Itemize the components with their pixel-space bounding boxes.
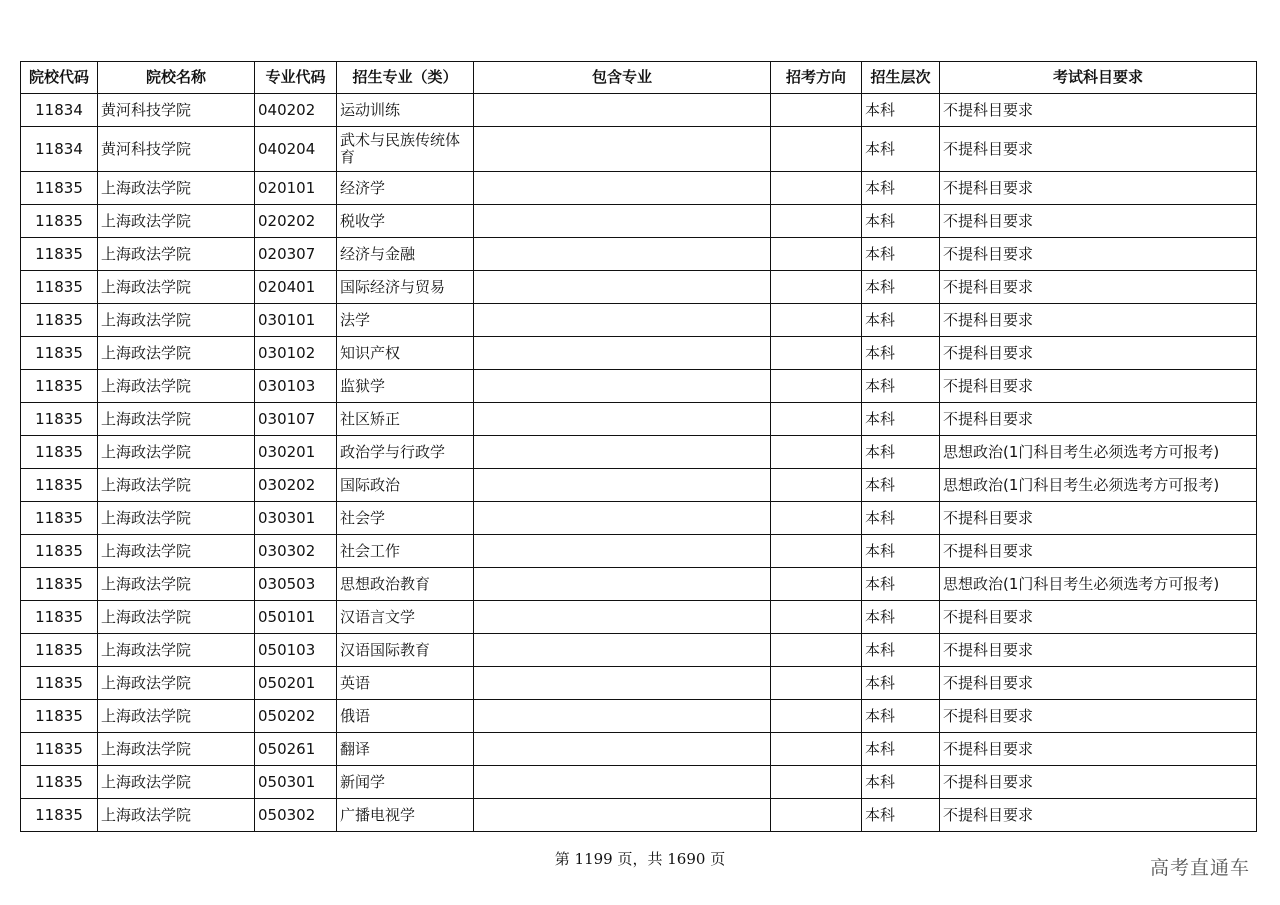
cell-direction [771, 238, 862, 271]
table-row [21, 502, 1257, 535]
cell-major: 法学 [337, 304, 474, 337]
cell-major-code: 020202 [255, 205, 337, 238]
cell-major-code: 030503 [255, 568, 337, 601]
header-level: 招生层次 [862, 62, 940, 94]
cell-subject-requirement: 不提科目要求 [940, 733, 1257, 766]
cell-direction [771, 568, 862, 601]
cell-school-code: 11835 [21, 568, 98, 601]
cell-major-code: 030103 [255, 370, 337, 403]
cell-major-code: 020401 [255, 271, 337, 304]
cell-major: 社会工作 [337, 535, 474, 568]
cell-included-majors [474, 601, 771, 634]
cell-subject-requirement: 不提科目要求 [940, 172, 1257, 205]
cell-school-name: 上海政法学院 [98, 370, 255, 403]
table-row [21, 127, 1257, 172]
cell-major: 运动训练 [337, 94, 474, 127]
cell-direction [771, 634, 862, 667]
cell-school-name: 黄河科技学院 [98, 127, 255, 172]
cell-level: 本科 [862, 502, 940, 535]
cell-subject-requirement: 不提科目要求 [940, 238, 1257, 271]
cell-school-code: 11835 [21, 304, 98, 337]
cell-subject-requirement: 不提科目要求 [940, 766, 1257, 799]
cell-included-majors [474, 634, 771, 667]
cell-level: 本科 [862, 700, 940, 733]
cell-included-majors [474, 535, 771, 568]
cell-school-name: 上海政法学院 [98, 733, 255, 766]
cell-major-code: 040202 [255, 94, 337, 127]
cell-subject-requirement: 不提科目要求 [940, 403, 1257, 436]
cell-school-code: 11835 [21, 667, 98, 700]
cell-subject-requirement: 不提科目要求 [940, 634, 1257, 667]
cell-included-majors [474, 667, 771, 700]
cell-subject-requirement: 不提科目要求 [940, 502, 1257, 535]
cell-major: 俄语 [337, 700, 474, 733]
cell-included-majors [474, 436, 771, 469]
cell-level: 本科 [862, 535, 940, 568]
cell-school-name: 上海政法学院 [98, 502, 255, 535]
cell-direction [771, 799, 862, 832]
cell-school-code: 11835 [21, 271, 98, 304]
cell-school-code: 11835 [21, 502, 98, 535]
cell-level: 本科 [862, 799, 940, 832]
cell-school-name: 上海政法学院 [98, 436, 255, 469]
cell-school-code: 11835 [21, 337, 98, 370]
cell-school-name: 黄河科技学院 [98, 94, 255, 127]
page-number: 第 1199 页，共 1690 页 [554, 850, 726, 868]
table-row [21, 634, 1257, 667]
cell-school-name: 上海政法学院 [98, 205, 255, 238]
table-row [21, 700, 1257, 733]
table-row [21, 568, 1257, 601]
cell-level: 本科 [862, 337, 940, 370]
cell-school-name: 上海政法学院 [98, 304, 255, 337]
cell-subject-requirement: 思想政治(1门科目考生必须选考方可报考) [940, 469, 1257, 502]
table-row [21, 271, 1257, 304]
table-header-row [21, 62, 1257, 94]
cell-school-name: 上海政法学院 [98, 601, 255, 634]
cell-level: 本科 [862, 436, 940, 469]
cell-included-majors [474, 127, 771, 172]
cell-major-code: 030102 [255, 337, 337, 370]
table-row [21, 304, 1257, 337]
cell-level: 本科 [862, 94, 940, 127]
cell-included-majors [474, 502, 771, 535]
table-row [21, 601, 1257, 634]
cell-level: 本科 [862, 733, 940, 766]
cell-major: 英语 [337, 667, 474, 700]
cell-school-name: 上海政法学院 [98, 535, 255, 568]
cell-included-majors [474, 799, 771, 832]
cell-school-name: 上海政法学院 [98, 172, 255, 205]
cell-subject-requirement: 不提科目要求 [940, 700, 1257, 733]
cell-major-code: 050202 [255, 700, 337, 733]
cell-school-code: 11835 [21, 535, 98, 568]
cell-level: 本科 [862, 667, 940, 700]
cell-included-majors [474, 403, 771, 436]
cell-major: 经济与金融 [337, 238, 474, 271]
header-subject-requirement: 考试科目要求 [940, 62, 1257, 94]
cell-school-name: 上海政法学院 [98, 667, 255, 700]
cell-direction [771, 205, 862, 238]
cell-included-majors [474, 172, 771, 205]
cell-direction [771, 403, 862, 436]
cell-included-majors [474, 370, 771, 403]
cell-level: 本科 [862, 205, 940, 238]
cell-school-code: 11835 [21, 799, 98, 832]
cell-level: 本科 [862, 304, 940, 337]
table-row [21, 436, 1257, 469]
cell-major: 翻译 [337, 733, 474, 766]
cell-level: 本科 [862, 568, 940, 601]
cell-subject-requirement: 思想政治(1门科目考生必须选考方可报考) [940, 568, 1257, 601]
header-major-code: 专业代码 [255, 62, 337, 94]
cell-direction [771, 370, 862, 403]
cell-subject-requirement: 不提科目要求 [940, 205, 1257, 238]
cell-direction [771, 700, 862, 733]
cell-major: 新闻学 [337, 766, 474, 799]
cell-subject-requirement: 不提科目要求 [940, 94, 1257, 127]
cell-school-code: 11835 [21, 634, 98, 667]
table-row [21, 535, 1257, 568]
table-row [21, 766, 1257, 799]
cell-major-code: 020307 [255, 238, 337, 271]
cell-major: 思想政治教育 [337, 568, 474, 601]
cell-school-name: 上海政法学院 [98, 238, 255, 271]
cell-major: 广播电视学 [337, 799, 474, 832]
cell-school-name: 上海政法学院 [98, 337, 255, 370]
cell-school-code: 11835 [21, 172, 98, 205]
cell-school-name: 上海政法学院 [98, 469, 255, 502]
cell-direction [771, 271, 862, 304]
cell-direction [771, 667, 862, 700]
cell-subject-requirement: 不提科目要求 [940, 337, 1257, 370]
cell-subject-requirement: 不提科目要求 [940, 304, 1257, 337]
cell-included-majors [474, 271, 771, 304]
header-major: 招生专业（类） [337, 62, 474, 94]
cell-major-code: 030302 [255, 535, 337, 568]
header-direction: 招考方向 [771, 62, 862, 94]
cell-included-majors [474, 304, 771, 337]
cell-level: 本科 [862, 238, 940, 271]
cell-major: 经济学 [337, 172, 474, 205]
cell-subject-requirement: 不提科目要求 [940, 601, 1257, 634]
cell-level: 本科 [862, 634, 940, 667]
cell-major-code: 020101 [255, 172, 337, 205]
cell-subject-requirement: 不提科目要求 [940, 535, 1257, 568]
header-included-majors: 包含专业 [474, 62, 771, 94]
cell-included-majors [474, 766, 771, 799]
cell-direction [771, 733, 862, 766]
cell-major: 社区矫正 [337, 403, 474, 436]
header-school-name: 院校名称 [98, 62, 255, 94]
cell-school-name: 上海政法学院 [98, 271, 255, 304]
cell-direction [771, 502, 862, 535]
cell-school-code: 11835 [21, 370, 98, 403]
cell-school-code: 11834 [21, 94, 98, 127]
cell-level: 本科 [862, 370, 940, 403]
table-row [21, 799, 1257, 832]
cell-major-code: 040204 [255, 127, 337, 172]
cell-major: 税收学 [337, 205, 474, 238]
cell-major: 社会学 [337, 502, 474, 535]
cell-direction [771, 436, 862, 469]
cell-direction [771, 172, 862, 205]
cell-school-code: 11835 [21, 238, 98, 271]
cell-direction [771, 535, 862, 568]
cell-included-majors [474, 337, 771, 370]
cell-major-code: 050261 [255, 733, 337, 766]
cell-included-majors [474, 205, 771, 238]
cell-major-code: 030201 [255, 436, 337, 469]
cell-school-code: 11835 [21, 403, 98, 436]
cell-major: 武术与民族传统体育 [337, 127, 474, 172]
cell-direction [771, 337, 862, 370]
cell-subject-requirement: 不提科目要求 [940, 667, 1257, 700]
cell-school-code: 11835 [21, 700, 98, 733]
cell-major-code: 030107 [255, 403, 337, 436]
table-row [21, 337, 1257, 370]
cell-school-name: 上海政法学院 [98, 403, 255, 436]
cell-major: 汉语国际教育 [337, 634, 474, 667]
cell-major-code: 050201 [255, 667, 337, 700]
cell-subject-requirement: 不提科目要求 [940, 370, 1257, 403]
table-row [21, 205, 1257, 238]
cell-major-code: 030101 [255, 304, 337, 337]
table-row [21, 370, 1257, 403]
enrollment-table [20, 61, 1257, 832]
cell-direction [771, 601, 862, 634]
cell-school-code: 11834 [21, 127, 98, 172]
cell-major: 国际政治 [337, 469, 474, 502]
cell-major: 知识产权 [337, 337, 474, 370]
header-school-code: 院校代码 [21, 62, 98, 94]
cell-school-name: 上海政法学院 [98, 634, 255, 667]
cell-school-name: 上海政法学院 [98, 766, 255, 799]
cell-school-name: 上海政法学院 [98, 568, 255, 601]
cell-school-code: 11835 [21, 469, 98, 502]
cell-school-code: 11835 [21, 436, 98, 469]
cell-major-code: 050101 [255, 601, 337, 634]
cell-major-code: 030301 [255, 502, 337, 535]
cell-level: 本科 [862, 766, 940, 799]
cell-school-code: 11835 [21, 733, 98, 766]
cell-included-majors [474, 733, 771, 766]
table-row [21, 172, 1257, 205]
cell-level: 本科 [862, 403, 940, 436]
cell-subject-requirement: 不提科目要求 [940, 271, 1257, 304]
table-row [21, 667, 1257, 700]
cell-level: 本科 [862, 601, 940, 634]
cell-level: 本科 [862, 271, 940, 304]
cell-school-code: 11835 [21, 601, 98, 634]
table-row [21, 94, 1257, 127]
cell-included-majors [474, 469, 771, 502]
table-row [21, 469, 1257, 502]
cell-subject-requirement: 不提科目要求 [940, 127, 1257, 172]
cell-school-name: 上海政法学院 [98, 700, 255, 733]
cell-major-code: 050103 [255, 634, 337, 667]
cell-direction [771, 94, 862, 127]
cell-major: 国际经济与贸易 [337, 271, 474, 304]
cell-direction [771, 304, 862, 337]
table-row [21, 733, 1257, 766]
cell-included-majors [474, 568, 771, 601]
table-row [21, 238, 1257, 271]
table-row [21, 403, 1257, 436]
cell-level: 本科 [862, 172, 940, 205]
cell-major-code: 030202 [255, 469, 337, 502]
cell-major-code: 050302 [255, 799, 337, 832]
cell-direction [771, 127, 862, 172]
cell-included-majors [474, 238, 771, 271]
cell-major-code: 050301 [255, 766, 337, 799]
table-body [21, 94, 1257, 832]
cell-level: 本科 [862, 469, 940, 502]
cell-major: 监狱学 [337, 370, 474, 403]
cell-subject-requirement: 思想政治(1门科目考生必须选考方可报考) [940, 436, 1257, 469]
cell-level: 本科 [862, 127, 940, 172]
cell-major: 汉语言文学 [337, 601, 474, 634]
cell-included-majors [474, 94, 771, 127]
cell-direction [771, 469, 862, 502]
cell-included-majors [474, 700, 771, 733]
cell-major: 政治学与行政学 [337, 436, 474, 469]
watermark: 高考直通车 [1149, 857, 1250, 879]
cell-school-code: 11835 [21, 205, 98, 238]
cell-direction [771, 766, 862, 799]
cell-school-name: 上海政法学院 [98, 799, 255, 832]
cell-school-code: 11835 [21, 766, 98, 799]
cell-subject-requirement: 不提科目要求 [940, 799, 1257, 832]
